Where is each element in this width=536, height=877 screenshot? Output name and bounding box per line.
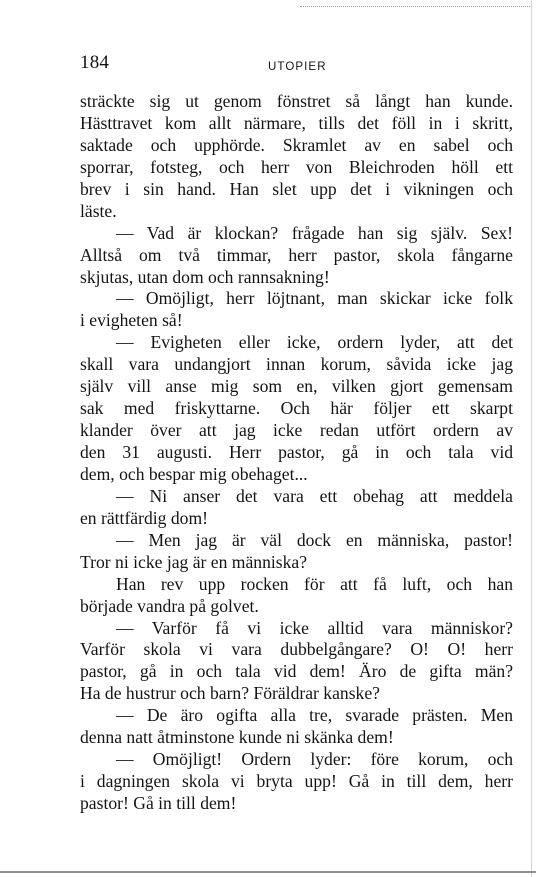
page-number: 184 — [80, 52, 110, 73]
text-line: denna natt åtminstone kunde ni skänka dem! — [80, 727, 394, 748]
text-line: Ha de hustrur och barn? Föräldrar kanske? — [80, 683, 380, 704]
scan-top-rule — [300, 6, 530, 7]
text-line: började vandra på golvet. — [80, 595, 259, 616]
text-line: Varför skola vi vara dubbelgångare? O! O! herr — [80, 639, 513, 660]
text-line: — Omöjligt! Ordern lyder: före korum, och — [116, 749, 513, 770]
page-header — [78, 48, 514, 82]
text-line: Tror ni icke jag är en människa? — [80, 551, 308, 572]
body-text — [80, 91, 513, 815]
text-line: skjutas, utan dom och rannsakning! — [80, 266, 330, 287]
text-line: skall vara undangjort innan korum, såvida icke jag — [80, 354, 513, 375]
text-line: — Omöjligt, herr löjtnant, man skickar icke folk — [116, 288, 513, 309]
running-head: UTOPIER — [268, 61, 327, 73]
text-line: — De äro ogifta alla tre, svarade prästen. Men — [116, 705, 513, 726]
scan-bottom-edge — [0, 871, 536, 873]
text-line: en rättfärdig dom! — [80, 507, 208, 528]
text-line: Hästtravet kom allt närmare, tills det föll in i skritt, — [80, 112, 513, 133]
text-line: sak med friskyttarne. Och här följer ett skarpt — [80, 398, 513, 419]
text-line: den 31 augusti. Herr pastor, gå in och tala vid — [80, 442, 513, 462]
text-line: i dagningen skola vi bryta upp! Gå in till dem, herr — [80, 771, 513, 792]
text-line: Alltså om två timmar, herr pastor, skola fångarne — [80, 244, 513, 265]
text-line: — Evigheten eller icke, ordern lyder, att det — [116, 332, 513, 353]
text-line: pastor, gå in och tala vid dem! Äro de gifta män? — [80, 661, 513, 682]
text-line: brev i sin hand. Han slet upp det i vikningen och — [80, 178, 513, 199]
text-line: — Ni anser det vara ett obehag att meddela — [116, 485, 513, 506]
text-line: sträckte sig ut genom fönstret så långt han kunde. — [80, 91, 513, 111]
scan-right-edge — [531, 0, 532, 877]
text-line: pastor! Gå in till dem! — [80, 793, 237, 813]
text-line: — Vad är klockan? frågade han sig själv. Sex! — [116, 222, 513, 243]
text-line: i evigheten så! — [80, 310, 183, 331]
text-line: själv vill anse mig som en, vilken gjort gemensam — [80, 376, 513, 397]
text-line: dem, och bespar mig obehaget... — [80, 463, 308, 484]
text-line: saktade och upphörde. Skramlet av en sabel och — [80, 134, 513, 155]
text-line: — Men jag är väl dock en människa, pastor! — [116, 529, 513, 550]
text-line: Han rev upp rocken för att få luft, och han — [116, 573, 513, 594]
text-line: sporrar, fotsteg, och herr von Bleichroden höll ett — [80, 156, 513, 177]
text-line: — Varför få vi icke alltid vara människor? — [116, 617, 513, 638]
text-line: läste. — [80, 200, 117, 221]
text-line: klander över att jag icke redan utfört ordern av — [80, 420, 513, 441]
